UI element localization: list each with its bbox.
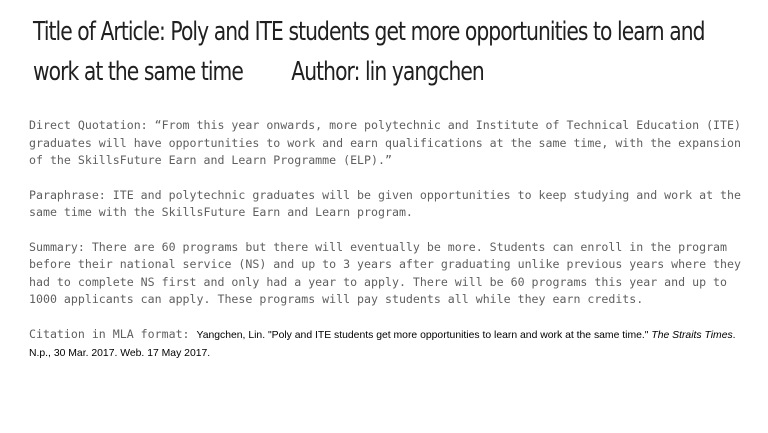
author-line: Author: lin yangchen [291,57,484,87]
article-notes [29,117,744,363]
slide-title [33,12,705,92]
citation [29,326,744,363]
title-line-2-text: work at the same time [33,57,243,87]
citation-details: . N.p., 30 Mar. 2017. Web. 17 May 2017. [29,329,736,359]
citation-source: The Straits Times [651,329,733,341]
citation-main: Yangchen, Lin. "Poly and ITE students get more opportunities to learn and work at the same time." [196,329,652,341]
summary: Summary: There are 60 programs but there will eventually be more. Students can enroll in the program before their national service (NS) and up to 3 years after graduating unlike previous years where they had to complete NS first and only had a year to apply. There will be 60 programs this year and up to 1000 applicants can apply. These programs will pay students all while they earn credits. [29,239,741,306]
title-line-1: Title of Article: Poly and ITE students get more opportunities to learn and [33,17,705,47]
title-line-2 [33,52,595,92]
paraphrase: Paraphrase: ITE and polytechnic graduates will be given opportunities to keep studying and work at the same time with the SkillsFuture Earn and Learn program. [29,187,741,219]
direct-quotation: Direct Quotation: “From this year onwards, more polytechnic and Institute of Technical Education (ITE) graduates will have opportunities to work and earn qualifications at the same time, with the expansion of the SkillsFuture Earn and Learn Programme (ELP).” [29,118,741,167]
citation-label: Citation in MLA format: [29,326,197,341]
